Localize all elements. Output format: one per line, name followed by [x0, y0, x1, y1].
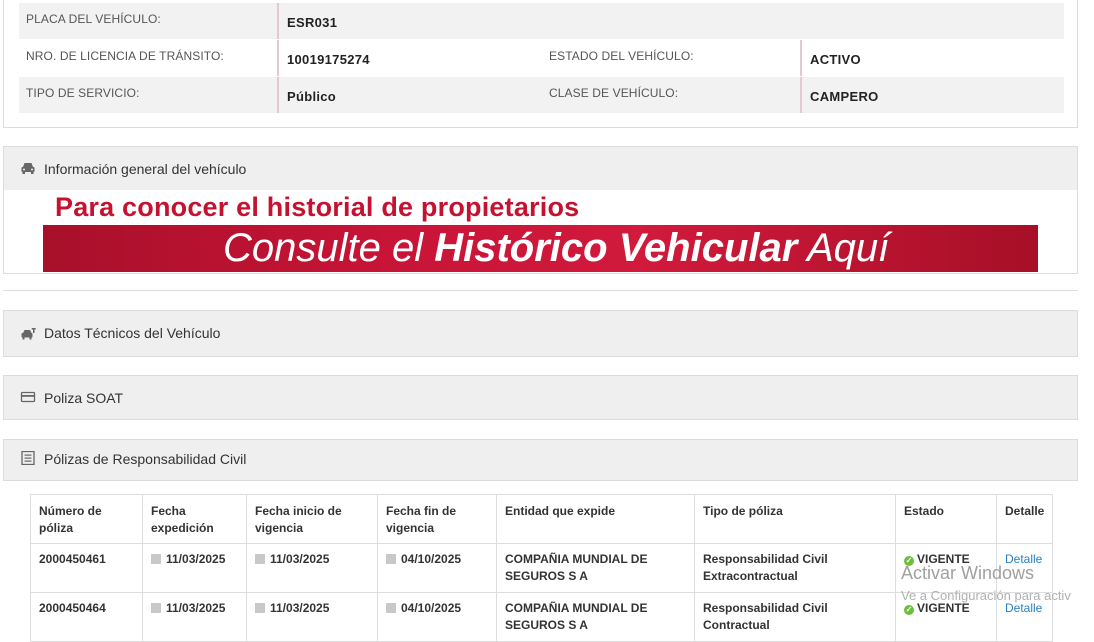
- calendar-icon: [151, 554, 161, 564]
- tipo-poliza: Responsabilidad Civil Contractual: [695, 593, 896, 642]
- placa-label: PLACA DEL VEHÍCULO:: [26, 12, 161, 26]
- entidad: COMPAÑIA MUNDIAL DE SEGUROS S A: [497, 544, 695, 593]
- clase-value: CAMPERO: [810, 89, 879, 104]
- licencia-value: 10019175274: [287, 52, 370, 67]
- section-poliza-soat[interactable]: [3, 375, 1078, 420]
- divider: [800, 77, 802, 113]
- fecha-inicio: [247, 544, 378, 593]
- polizas-table: [30, 494, 1053, 642]
- calendar-icon: [386, 603, 396, 613]
- fecha-expedicion: [143, 544, 247, 593]
- estado-label: ESTADO DEL VEHÍCULO:: [549, 49, 694, 63]
- divider: [277, 40, 279, 76]
- column-header: Detalle: [997, 495, 1053, 544]
- table-header-row: [31, 495, 1053, 544]
- car-icon: [20, 327, 36, 341]
- section-responsabilidad-civil[interactable]: [3, 439, 1078, 481]
- estado-value: ACTIVO: [810, 52, 861, 67]
- section-info-general[interactable]: [3, 146, 1078, 191]
- section-datos-tecnicos[interactable]: [3, 310, 1078, 357]
- list-icon: [20, 451, 36, 465]
- table-row: [31, 593, 1053, 642]
- licencia-label: NRO. DE LICENCIA DE TRÁNSITO:: [26, 49, 224, 63]
- placa-row: [19, 3, 1064, 39]
- status-text: VIGENTE: [917, 601, 970, 615]
- column-header: Fecha expedición: [143, 495, 247, 544]
- historico-vehicular-banner[interactable]: [43, 225, 1038, 272]
- entidad: COMPAÑIA MUNDIAL DE SEGUROS S A: [497, 593, 695, 642]
- car-icon: [20, 161, 36, 175]
- servicio-label: TIPO DE SERVICIO:: [26, 86, 140, 100]
- section-title: Pólizas de Responsabilidad Civil: [44, 451, 247, 467]
- table-row: [31, 544, 1053, 593]
- section-title: Información general del vehículo: [44, 161, 247, 177]
- status-text: VIGENTE: [917, 552, 970, 566]
- column-header: Entidad que expide: [497, 495, 695, 544]
- banner-text-b: Histórico Vehicular: [434, 226, 798, 270]
- date-text: 11/03/2025: [166, 552, 226, 566]
- check-circle-icon: ✓: [905, 556, 913, 565]
- column-header: Tipo de póliza: [695, 495, 896, 544]
- placa-value: ESR031: [287, 15, 338, 30]
- detalle-link[interactable]: Detalle: [1005, 552, 1043, 566]
- tipo-poliza: Responsabilidad Civil Extracontractual: [695, 544, 896, 593]
- poliza-number: 2000450461: [31, 544, 143, 593]
- servicio-value: Público: [287, 89, 337, 104]
- detalle-link[interactable]: Detalle: [1005, 601, 1043, 615]
- divider: [3, 290, 1078, 291]
- divider: [277, 77, 279, 113]
- calendar-icon: [151, 603, 161, 613]
- section-title: Datos Técnicos del Vehículo: [44, 325, 221, 341]
- fecha-inicio: [247, 593, 378, 642]
- clase-label: CLASE DE VEHÍCULO:: [549, 86, 679, 100]
- fecha-fin: [378, 544, 497, 593]
- servicio-row: [19, 77, 1064, 113]
- poliza-number: 2000450464: [31, 593, 143, 642]
- divider: [800, 40, 802, 76]
- fecha-expedicion: [143, 593, 247, 642]
- credit-card-icon: [20, 390, 36, 404]
- fecha-fin: [378, 593, 497, 642]
- calendar-icon: [255, 603, 265, 613]
- date-text: 04/10/2025: [401, 552, 462, 566]
- date-text: 04/10/2025: [401, 601, 462, 615]
- divider: [277, 3, 279, 39]
- banner-text: [223, 225, 889, 271]
- column-header: Estado: [896, 495, 997, 544]
- banner-text-c: Aquí: [797, 226, 890, 270]
- column-header: Fecha fin de vigencia: [378, 495, 497, 544]
- windows-activation-hint: Ve a Configuración para activ: [901, 588, 1071, 603]
- check-circle-icon: ✓: [905, 605, 913, 614]
- date-text: 11/03/2025: [270, 552, 330, 566]
- date-text: 11/03/2025: [166, 601, 226, 615]
- vehicle-summary-card: [3, 0, 1078, 128]
- calendar-icon: [255, 554, 265, 564]
- date-text: 11/03/2025: [270, 601, 330, 615]
- section-title: Poliza SOAT: [44, 390, 124, 406]
- windows-activation-watermark: Activar Windows: [901, 563, 1035, 583]
- column-header: Fecha inicio de vigencia: [247, 495, 378, 544]
- banner-text-a: Consulte el: [223, 226, 435, 270]
- banner-heading: Para conocer el historial de propietarios: [55, 192, 580, 222]
- column-header: Número de póliza: [31, 495, 143, 544]
- licencia-row: [19, 40, 1064, 76]
- calendar-icon: [386, 554, 396, 564]
